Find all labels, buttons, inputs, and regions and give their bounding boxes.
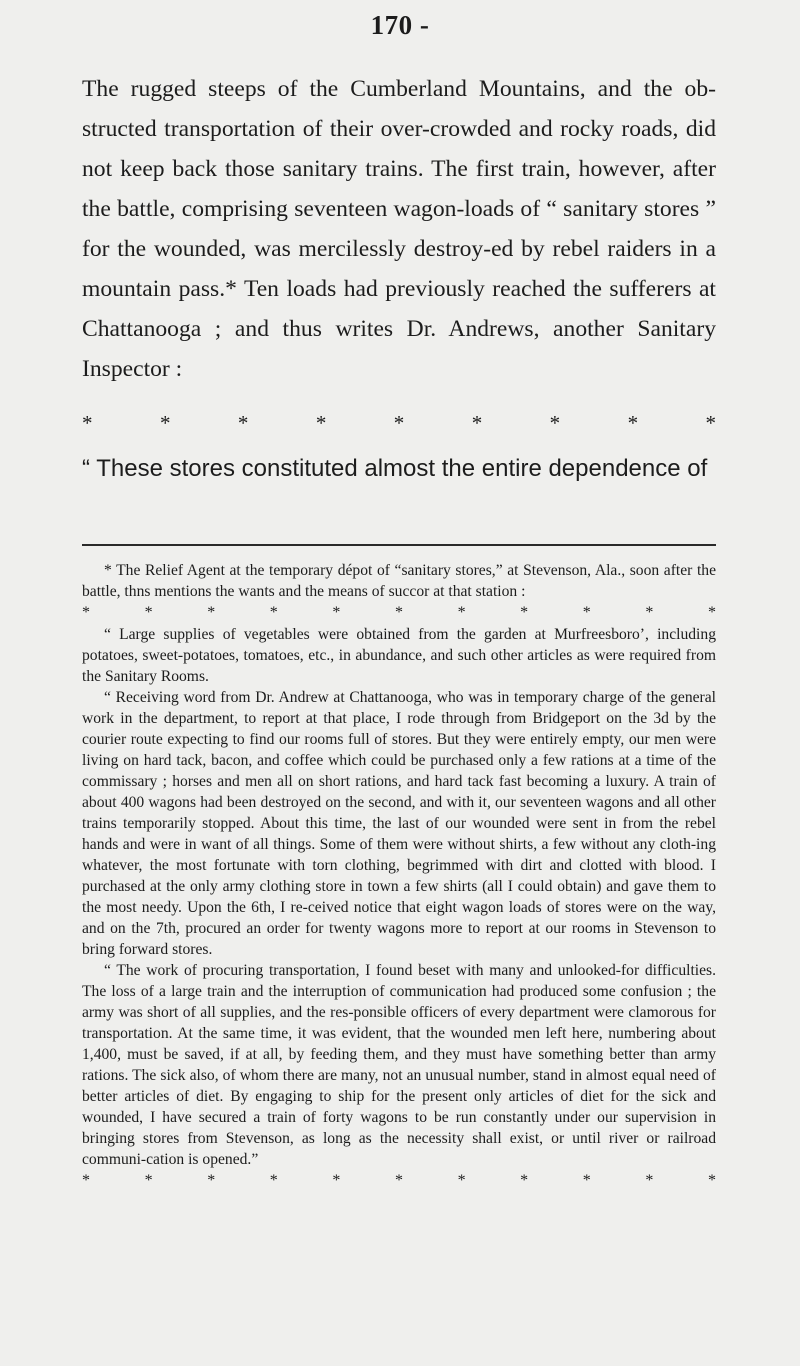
asterisk: * <box>457 1172 466 1189</box>
asterisk: * <box>705 411 716 435</box>
asterisk: * <box>520 604 529 621</box>
asterisk: * <box>582 1172 591 1189</box>
asterisk-row-note-2 <box>82 1170 716 1192</box>
asterisk: * <box>394 604 403 621</box>
asterisk: * <box>457 604 466 621</box>
asterisk: * <box>332 604 341 621</box>
asterisk: * <box>269 604 278 621</box>
asterisk: * <box>207 1172 216 1189</box>
asterisk: * <box>645 604 654 621</box>
asterisk: * <box>582 604 591 621</box>
footnote-paragraph-3: “ The work of procuring transportation, I found beset with many and unlooked-for difficulties. The loss of a large train and the interruption of communication had produced some confusion ; the army was short of all supplies, and the res-ponsible officers of every department were clamorous for transportation. At the same time, it was evident, that the wounded men left here, numbering about 1,400, must be saved, if at all, by feeding them, and they must have something better than army rations. The sick also, of whom there are many, not an unusual number, stand in almost equal need of better articles of diet. By engaging to ship for the present only articles of diet for the sick and wounded, I have secured a train of forty wagons to be run constantly under our supervision in bringing stores from Stevenson, as long as the necessity shall exist, or until river or railroad communi-cation is opened.” <box>82 962 716 1168</box>
asterisk: * <box>471 411 483 435</box>
asterisk-row-note-1 <box>82 602 716 624</box>
footnote-paragraph-1: “ Large supplies of vegetables were obtained from the garden at Murfreesboro’, including potatoes, sweet-potatoes, tomatoes, etc., in abundance, and such other articles as were required from the Sanitary Rooms. <box>82 626 716 685</box>
main-text: The rugged steeps of the Cumberland Mountains, and the ob-structed transportation of their over-crowded and rocky roads, did not keep back those sanitary trains. The first train, however, after the battle, comprising seventeen wagon-loads of “ sanitary stores ” for the wounded, was mercilessly destroy-ed by rebel raiders in a mountain pass.* Ten loads had previously reached the sufferers at Chattanooga ; and thus writes Dr. Andrews, another Sanitary Inspector : <box>82 76 716 382</box>
footnote-intro: * The Relief Agent at the temporary dépot of “sanitary stores,” at Stevenson, Ala., soon after the battle, thns mentions the wants and the means of succor at that station : <box>82 562 716 600</box>
asterisk: * <box>159 411 171 435</box>
asterisk: * <box>627 411 639 435</box>
asterisk: * <box>707 1172 716 1189</box>
asterisk: * <box>394 1172 403 1189</box>
asterisk: * <box>520 1172 529 1189</box>
footnote-divider <box>82 544 716 546</box>
asterisk: * <box>82 411 93 435</box>
asterisk: * <box>393 411 405 435</box>
asterisk-row-main <box>82 411 716 435</box>
asterisk: * <box>82 1172 90 1189</box>
asterisk: * <box>315 411 327 435</box>
asterisk: * <box>82 604 90 621</box>
quote-text: “ These stores constituted almost the entire dependence of <box>82 455 708 482</box>
asterisk: * <box>207 604 216 621</box>
footnote <box>82 560 716 1192</box>
asterisk: * <box>332 1172 341 1189</box>
asterisk: * <box>707 604 716 621</box>
asterisk: * <box>549 411 561 435</box>
asterisk: * <box>237 411 249 435</box>
asterisk: * <box>144 604 153 621</box>
page-number: 170 - <box>370 10 430 40</box>
footnote-paragraph-2: “ Receiving word from Dr. Andrew at Chattanooga, who was in temporary charge of the general work in the department, to report at that place, I rode through from Bridgeport on the 3d by the courier route expecting to find our rooms full of stores. But they were entirely empty, our men were living on hard tack, bacon, and coffee which could be purchased only a few rations at a time of the commissary ; horses and men all on short rations, and hard tack fast becoming a luxury. A train of about 400 wagons had been destroyed on the second, and with it, our seventeen wagons and all other trains temporarily stopped. About this time, the last of our wounded were sent in from the rebel hands and were in want of all things. Some of them were without shirts, a few without any cloth-ing whatever, the most fortunate with torn clothing, begrimmed with dirt and clotted with blood. I purchased at the only army clothing store in town a few shirts (all I could obtain) and gave them to the most needy. Upon the 6th, I re-ceived notice that eight wagon loads of stores were on the way, and on the 7th, procured an order for twenty wagons more to report at our rooms in Stevenson to bring forward stores. <box>82 689 716 958</box>
asterisk: * <box>144 1172 153 1189</box>
asterisk: * <box>269 1172 278 1189</box>
asterisk: * <box>645 1172 654 1189</box>
